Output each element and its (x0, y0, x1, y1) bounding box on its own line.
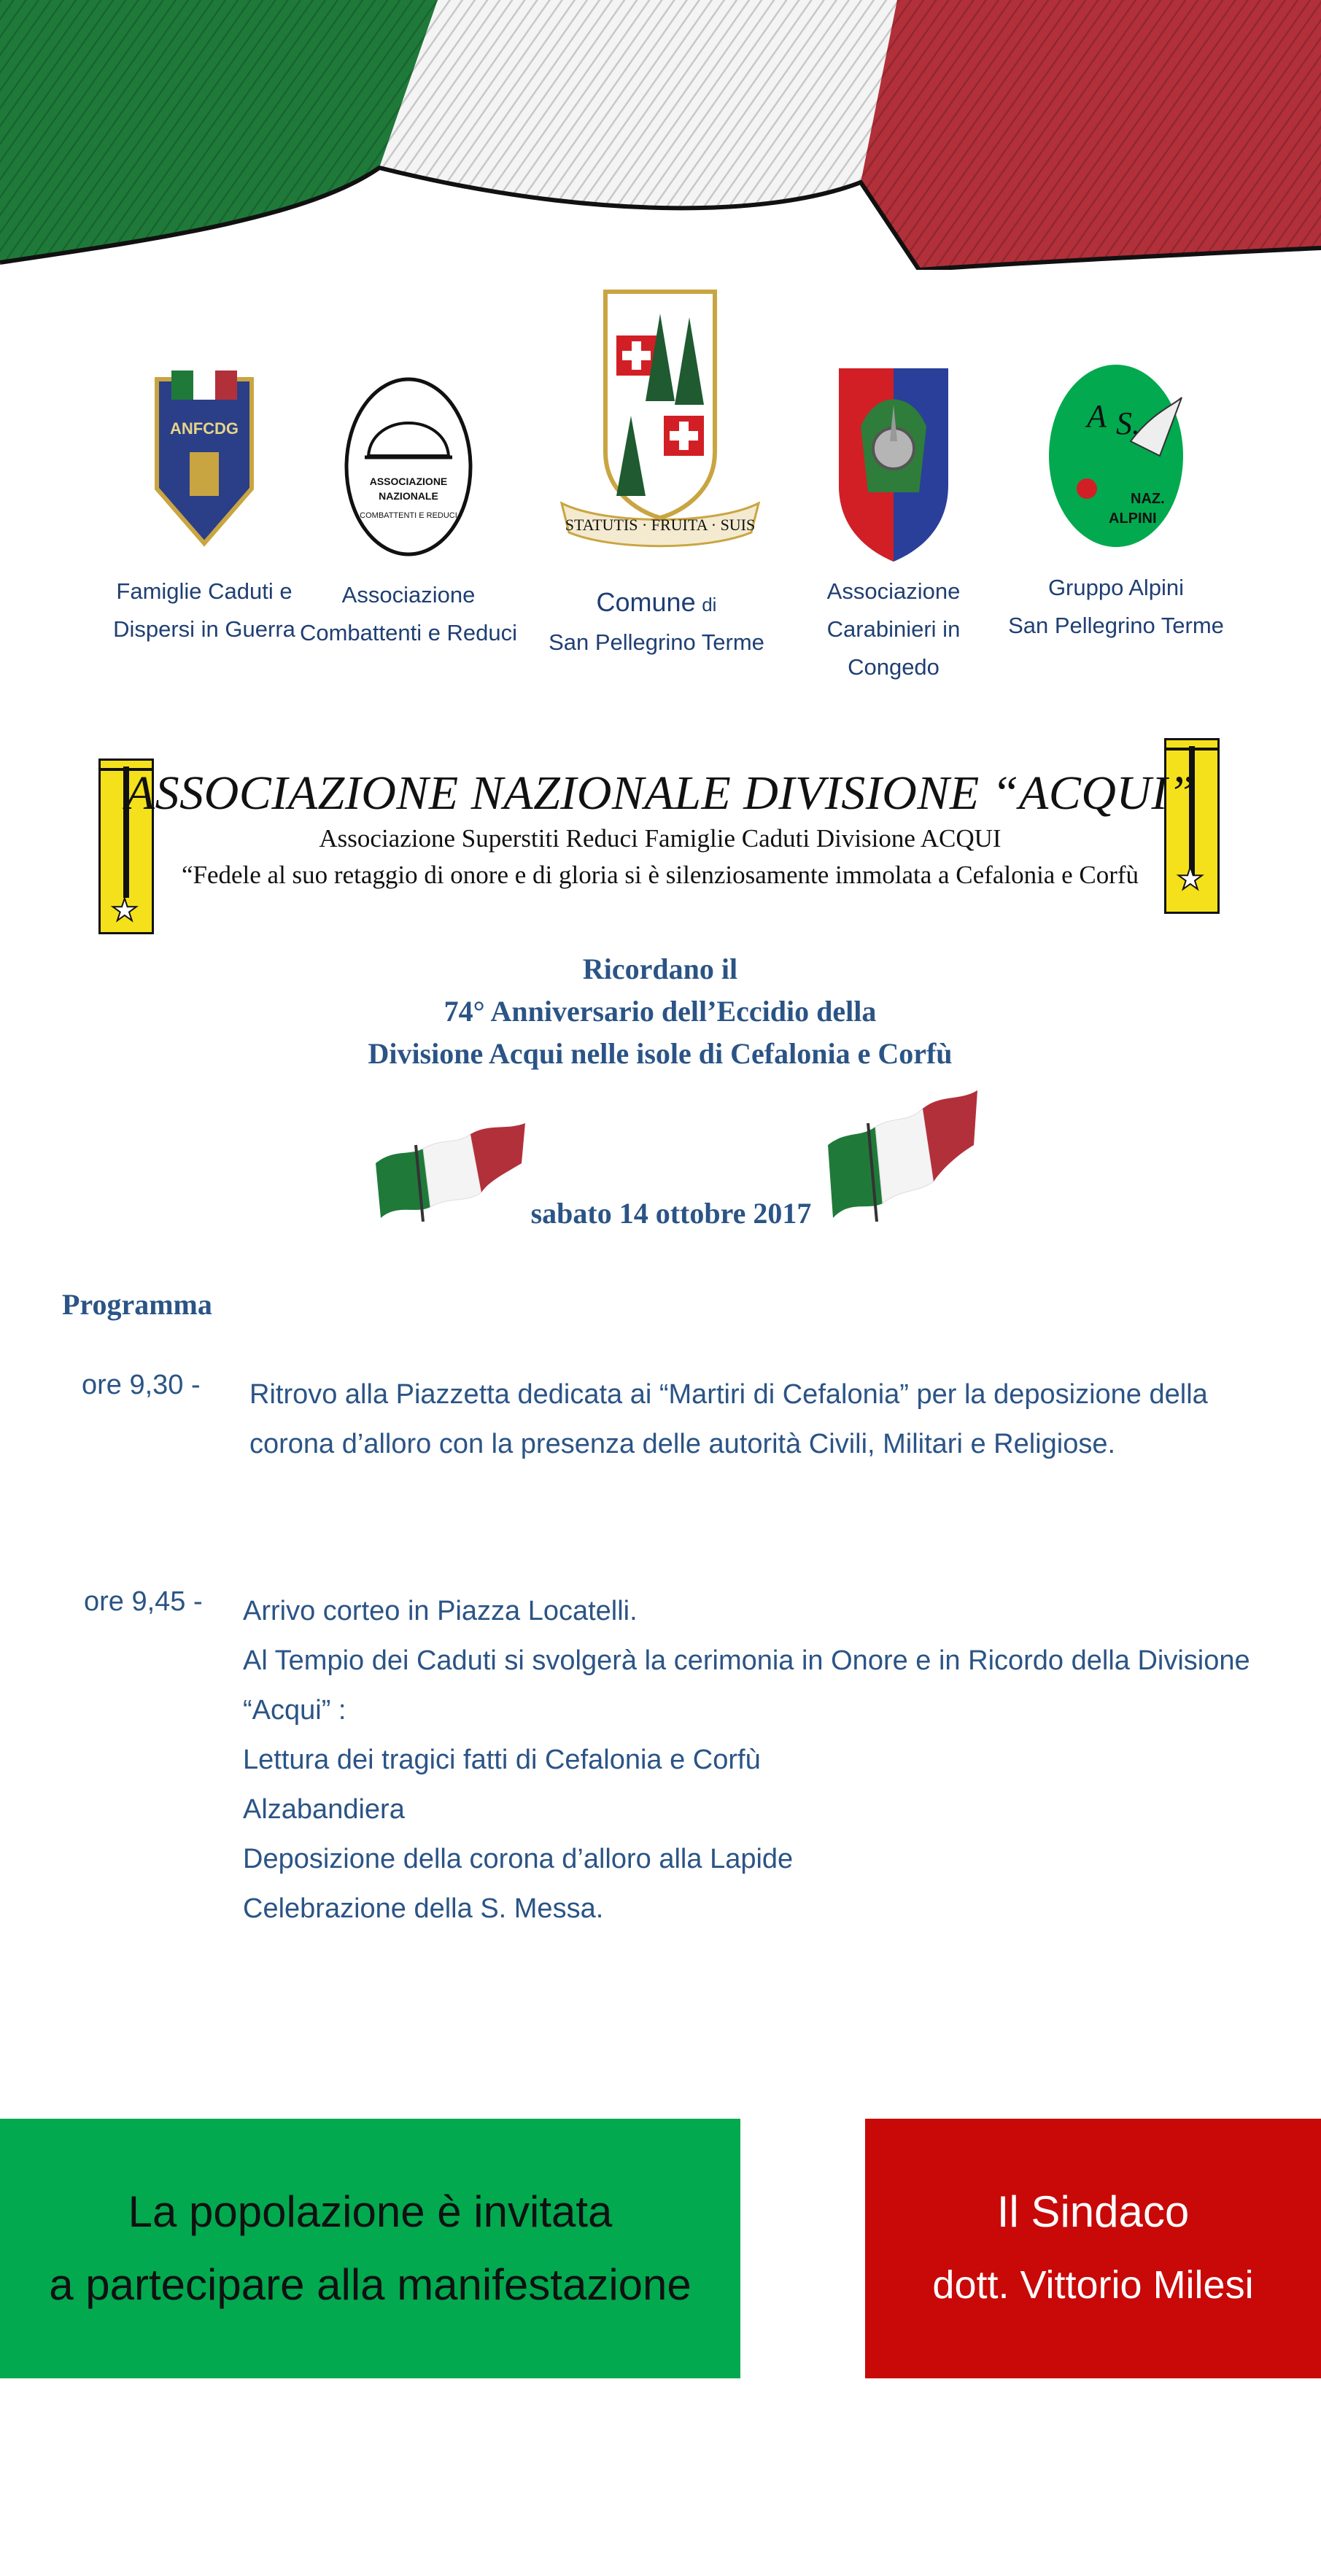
program-line: “Acqui” : (243, 1695, 346, 1726)
mayor-box (865, 2119, 1321, 2378)
caption-comune: Comune (596, 587, 696, 617)
remembrance-line: Ricordano il (582, 953, 738, 985)
program-item-2 (243, 1586, 1264, 1933)
caption-line: San Pellegrino Terme (549, 629, 764, 655)
program-line: corona d’alloro con la presenza delle autorità Civili, Militari e Religiose. (249, 1429, 1116, 1459)
caption-di: di (702, 594, 717, 616)
association-title: ASSOCIAZIONE NAZIONALE DIVISIONE “ACQUI” (125, 767, 1196, 820)
star-icon: ★ (1177, 861, 1204, 896)
anfcdg-shield-icon (150, 365, 259, 547)
remembrance-text (219, 948, 1101, 1075)
svg-text:STATUTIS · FRUITA · SUIS: STATUTIS · FRUITA · SUIS (565, 516, 756, 534)
logo-comune (547, 284, 766, 662)
svg-text:S.: S. (1116, 406, 1140, 441)
remembrance-line: 74° Anniversario dell’Eccidio della (443, 995, 877, 1028)
invitation-line: a partecipare alla manifestazione (49, 2260, 692, 2309)
caption-line: Associazione (341, 582, 476, 608)
program-time-2: ore 9,45 - (84, 1586, 203, 1617)
comune-coat-of-arms-icon (547, 284, 773, 562)
program-line: Deposizione della corona d’alloro alla Lapide (243, 1844, 794, 1874)
association-motto: “Fedele al suo retaggio di onore e di gloria si è silenziosamente immolata a Cefalonia e Corfù (181, 861, 1139, 889)
carabinieri-shield-icon (832, 361, 956, 565)
svg-text:ALPINI: ALPINI (1109, 511, 1157, 527)
caption-line: Associazione (826, 578, 961, 604)
event-date: sabato 14 ottobre 2017 (530, 1197, 812, 1230)
logo-alpini (1007, 284, 1225, 645)
invitation-line: La popolazione è invitata (128, 2187, 613, 2236)
programma-heading: Programma (62, 1288, 212, 1321)
italian-flag-banner (0, 0, 1321, 270)
mayor-name: dott. Vittorio Milesi (932, 2263, 1254, 2307)
caption-line: San Pellegrino Terme (1008, 613, 1224, 638)
logo-anfcdg (95, 284, 314, 648)
program-line: Al Tempio dei Caduti si svolgerà la cerimonia in Onore e in Ricordo della Divisione (243, 1645, 1250, 1676)
caption-line: Combattenti e Reduci (299, 620, 518, 645)
caption-line: Gruppo Alpini (1047, 575, 1185, 600)
logo-combattenti-reduci (299, 284, 518, 652)
program-item-1 (249, 1370, 1241, 1469)
association-subtitle: Associazione Superstiti Reduci Famiglie Caduti Divisione ACQUI (319, 824, 1002, 853)
logo-carabinieri (784, 284, 1003, 686)
invitation-box (0, 2119, 740, 2378)
program-line: Lettura dei tragici fatti di Cefalonia e Corfù (243, 1745, 761, 1775)
svg-text:A: A (1087, 398, 1107, 434)
program-line: Alzabandiera (243, 1794, 405, 1825)
svg-text:ANFCDG: ANFCDG (169, 419, 239, 438)
svg-text:ASSOCIAZIONE: ASSOCIAZIONE (369, 476, 448, 487)
program-line: Celebrazione della S. Messa. (243, 1893, 604, 1924)
caption-line: Famiglie Caduti e (116, 578, 293, 604)
caption-line: Carabinieri in Congedo (826, 616, 961, 680)
alpini-circle-icon (1043, 361, 1189, 551)
star-icon: ★ (111, 893, 139, 927)
remembrance-line: Divisione Acqui nelle isole di Cefalonia e Corfù (368, 1037, 953, 1070)
caption-line (547, 583, 766, 624)
svg-text:COMBATTENTI E REDUCI: COMBATTENTI E REDUCI (360, 511, 457, 520)
svg-text:NAZIONALE: NAZIONALE (379, 490, 438, 502)
program-line: Ritrovo alla Piazzetta dedicata ai “Martiri di Cefalonia” per la deposizione della (249, 1379, 1208, 1410)
program-time-1: ore 9,30 - (82, 1370, 201, 1400)
program-line: Arrivo corteo in Piazza Locatelli. (243, 1596, 638, 1626)
svg-text:NAZ.: NAZ. (1131, 491, 1165, 507)
caption-line: Dispersi in Guerra (113, 616, 295, 642)
combattenti-helmet-icon (343, 376, 474, 558)
mayor-title: Il Sindaco (996, 2187, 1190, 2236)
